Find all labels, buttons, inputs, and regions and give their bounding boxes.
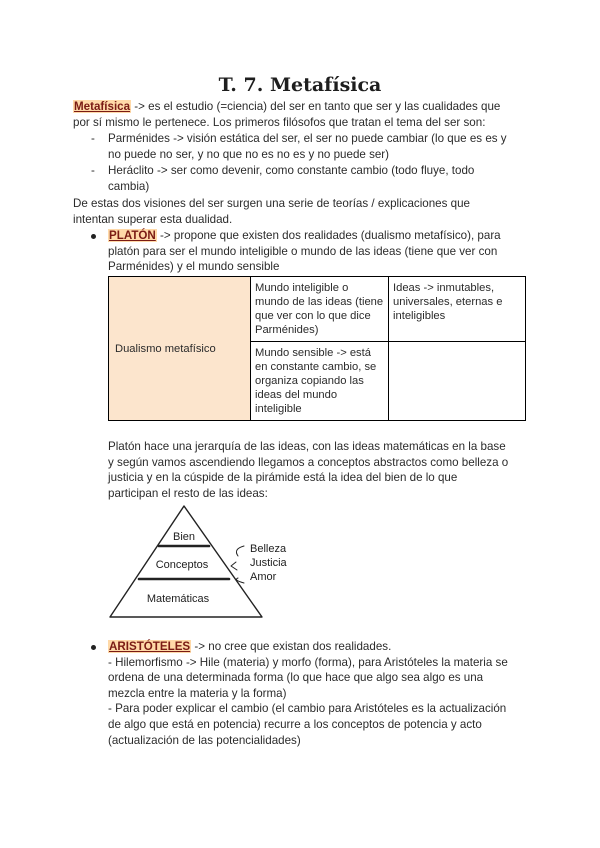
parmenides-line-2: no puede no ser, y no que no es no es y no puede ser) <box>108 147 390 161</box>
concepts-bracket <box>231 546 244 583</box>
dash-parmenides: - <box>91 132 95 145</box>
cambio-line-3: (actualización de las potencialidades) <box>108 733 301 747</box>
concept-example-belleza: Belleza <box>250 543 287 555</box>
hierarchy-line-2: y según vamos ascendiendo llegamos a conceptos abstractos como belleza o <box>108 455 509 469</box>
term-aristoteles: ARISTÓTELES <box>109 640 191 653</box>
hierarchy-line-3: justicia y en la cúspide de la pirámide está la idea del bien de lo que <box>108 471 458 485</box>
intro-line-2: por sí mismo le pertenece. Los primeros filósofos que tratan el tema del ser son: <box>73 115 486 129</box>
intro-line-1-text: -> es el estudio (=ciencia) del ser en tanto que ser y las cualidades que <box>131 100 501 113</box>
pyramid-level-conceptos: Conceptos <box>155 559 209 571</box>
dualism-label-cell: Dualismo metafísico <box>109 277 251 421</box>
visions-line-1: De estas dos visiones del ser surgen una serie de teorías / explicaciones que <box>73 197 470 210</box>
platon-line-2: platón para ser el mundo inteligible o mundo de las ideas (tiene que ver con <box>108 244 498 258</box>
parmenides-line-1: Parménides -> visión estática del ser, el ser no puede cambiar (lo que es es y <box>108 132 507 145</box>
term-metafisica: Metafísica <box>74 100 131 113</box>
heraclito-line-1: Heráclito -> ser como devenir, como constante cambio (todo fluye, todo <box>108 164 475 177</box>
page-title: T. 7. Metafísica <box>218 74 382 96</box>
ideas-cell: Ideas -> inmutables, universales, eternas e inteligibles <box>389 277 526 342</box>
visions-line-2: intentan superar esta dualidad. <box>73 212 233 226</box>
heraclito-line-2: cambia) <box>108 179 150 193</box>
intelligible-world-cell: Mundo inteligible o mundo de las ideas (tiene que ver con lo que dice Parménides) <box>251 277 389 342</box>
cambio-line-2: de algo que está en potencia) recurre a los conceptos de potencia y acto <box>108 717 482 731</box>
aristoteles-line-1-text: -> no cree que existan dos realidades. <box>191 640 392 653</box>
platon-line-1-text: -> propone que existen dos realidades (dualismo metafísico), para <box>156 229 501 242</box>
term-platon: PLATÓN <box>109 229 156 242</box>
hilemorfismo-line-1: - Hilemorfismo -> Hile (materia) y morfo (forma), para Aristóteles la materia se <box>108 655 508 669</box>
pyramid-level-bien: Bien <box>172 531 196 543</box>
hilemorfismo-line-2: ordena de una determinada forma (lo que hace que algo sea algo es una <box>108 671 484 685</box>
platon-line-3: Parménides) y el mundo sensible <box>108 260 280 274</box>
dash-heraclito: - <box>91 164 95 177</box>
concept-example-justicia: Justicia <box>250 557 287 569</box>
pyramid-level-matematicas: Matemáticas <box>146 593 210 605</box>
hierarchy-line-1: Platón hace una jerarquía de las ideas, con las ideas matemáticas en la base <box>108 440 506 453</box>
bullet-aristoteles <box>91 645 96 650</box>
concept-example-amor: Amor <box>250 571 277 583</box>
cambio-line-1: - Para poder explicar el cambio (el cambio para Aristóteles es la actualización <box>108 702 507 716</box>
sensible-world-cell: Mundo sensible -> está en constante cambio, se organiza copiando las ideas del mundo inteligible <box>251 342 389 421</box>
aristoteles-line-1 <box>108 639 548 655</box>
hilemorfismo-line-3: mezcla entre la materia y la forma) <box>108 686 287 700</box>
hierarchy-line-4: participan el resto de las ideas: <box>108 486 268 500</box>
aristoteles-paragraph <box>108 639 548 748</box>
